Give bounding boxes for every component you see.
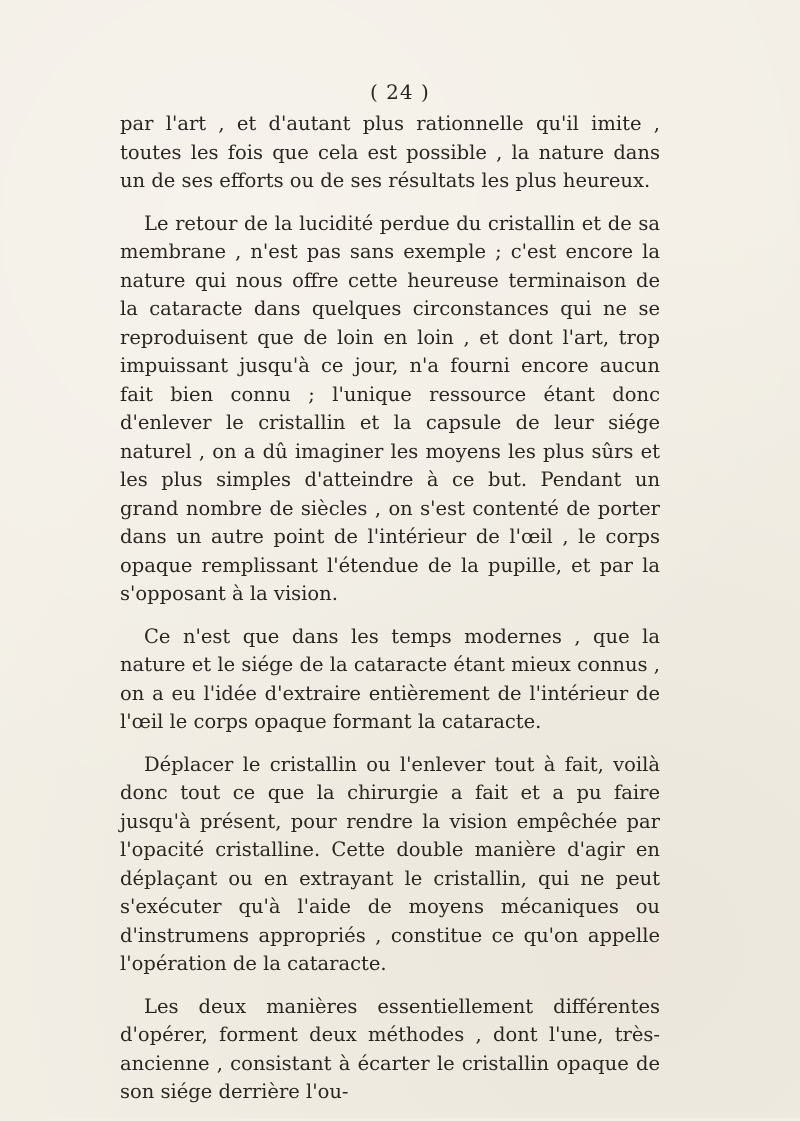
body-text xyxy=(120,110,660,1121)
paragraph-4: Déplacer le cristallin ou l'enlever tout à fait, voilà donc tout ce que la chirurgie a fait et a pu faire jusqu'à présent, pour rendre la vision empêchée par l'opacité cristalline. Cette double manière d'agir en déplaçant ou en extrayant le cristallin, qui ne peut s'exécuter qu'à l'aide de moyens mécaniques ou d'instrumens appropriés , constitue ce qu'on appelle l'opération de la cataracte. xyxy=(120,752,660,975)
page-number: ( 24 ) xyxy=(370,80,430,104)
paragraph-3: Ce n'est que dans les temps modernes , que la nature et le siége de la cataracte étant mieux connus , on a eu l'idée d'extraire entièrement de l'intérieur de l'œil le corps opaque formant la cataracte. xyxy=(120,624,660,733)
paragraph-2: Le retour de la lucidité perdue du cristallin et de sa membrane , n'est pas sans exemple ; c'est encore la nature qui nous offre cette heureuse terminaison de la cataracte dans quelques circonstances qui ne se reproduisent que de loin en loin , et dont l'art, trop impuissant jusqu'à ce jour, n'a fourni encore aucun fait bien connu ; l'unique ressource étant donc d'enlever le cristallin et la capsule de leur siége naturel , on a dû imaginer les moyens les plus sûrs et les plus simples d'atteindre à ce but. Pendant un grand nombre de siècles , on s'est contenté de porter dans un autre point de l'intérieur de l'œil , le corps opaque remplissant l'étendue de la pupille, et par la s'opposant à la vision. xyxy=(120,211,660,605)
paragraph-5: Les deux manières essentiellement différentes d'opérer, forment deux méthodes , dont l'une, très-ancienne , consistant à écarter le cristallin opaque de son siége derrière l'ou- xyxy=(120,994,660,1103)
paragraph-1: par l'art , et d'autant plus rationnelle qu'il imite , toutes les fois que cela est possible , la nature dans un de ses efforts ou de ses résultats les plus heureux. xyxy=(120,112,660,192)
